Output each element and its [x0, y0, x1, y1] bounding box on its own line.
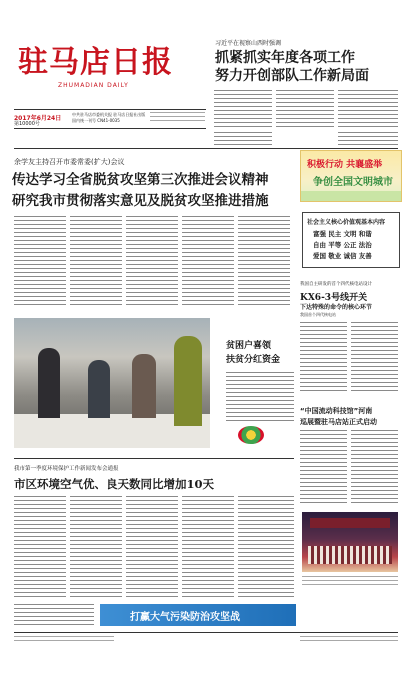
mid-divider: [14, 458, 294, 459]
air-story-body-1: [14, 496, 66, 600]
footer-rule: [14, 632, 398, 633]
air-story-body-2: [70, 496, 122, 600]
kx-story-kicker: 我国自主研发的首个四代核电站设计: [300, 282, 372, 287]
lead-story-body-3: [126, 216, 178, 306]
promo-line-2: 争创全国文明城市: [313, 177, 393, 188]
masthead-issue-number: 第10000号: [14, 121, 40, 127]
masthead-info-line-1: 中共驻马店市委机关报 驻马店日报社出版: [72, 112, 146, 117]
top-story-headline-1: 抓紧抓实年度各项工作: [215, 50, 355, 66]
stage-photo: [302, 512, 398, 572]
photo-story-body: [226, 372, 294, 424]
photo-person-1: [38, 348, 60, 418]
top-story-body-4: [214, 132, 272, 146]
poverty-photo: [14, 318, 210, 448]
photo-story-headline-1: 贫困户喜领: [226, 341, 272, 351]
photo-logo: [238, 426, 264, 444]
footer-text-left: [14, 636, 114, 641]
kx-story-sub: 我国首个四代核电站: [300, 312, 336, 317]
science-story-headline-2: 巡展暨驻马店站正式启动: [300, 418, 377, 426]
kx-story-body-2: [351, 322, 398, 392]
top-story-body-2: [276, 90, 334, 128]
stage-photo-caption: [302, 576, 398, 586]
air-story-body-4: [182, 496, 234, 600]
stage-performers: [308, 546, 392, 564]
photo-person-2: [88, 360, 110, 418]
masthead-rule: [14, 109, 206, 110]
lead-story-kicker: 余学友主持召开市委常委(扩大)会议: [14, 158, 125, 166]
photo-person-3: [132, 354, 156, 418]
footer-text-right: [300, 636, 398, 641]
lead-story-body-2: [70, 216, 122, 306]
values-box-row-3: 爱国 敬业 诚信 友善: [313, 252, 372, 260]
lead-story-body-4: [182, 216, 234, 306]
stage-banner: [310, 518, 390, 528]
kx-story-headline-2: 下达特殊的命令的核心环节: [300, 304, 373, 311]
masthead-title: 驻马店日报: [18, 45, 173, 80]
values-box-row-1: 富强 民主 文明 和谐: [313, 230, 372, 238]
air-story-body-3: [126, 496, 178, 600]
values-box-row-2: 自由 平等 公正 法治: [313, 241, 372, 249]
values-box-title: 社会主义核心价值观基本内容: [307, 219, 386, 226]
top-story-body-1: [214, 90, 272, 128]
science-story-headline-1: “中国流动科技馆”河南: [300, 407, 373, 415]
top-story-body-5: [338, 132, 398, 146]
lead-story-headline-2: 研究我市贯彻落实意见及脱贫攻坚推进措施: [12, 193, 269, 209]
lead-story-body-5: [238, 216, 290, 306]
banner-text: 打赢大气污染防治攻坚战: [130, 612, 240, 623]
photo-person-4: [174, 336, 202, 426]
top-divider: [14, 148, 398, 149]
promo-ribbon: [301, 191, 401, 201]
masthead-info-line-2: 国内统一刊号 CN41-0035: [72, 118, 120, 123]
kx-story-body-1: [300, 322, 347, 392]
promo-image: [300, 150, 402, 202]
science-story-body-1: [300, 430, 347, 506]
lead-story-body-1: [14, 216, 66, 306]
top-story-kicker: 习近平在视察山西时强调: [215, 40, 282, 47]
air-story-body-5: [238, 496, 294, 600]
lead-story-headline-1: 传达学习全省脱贫攻坚第三次推进会议精神: [12, 172, 269, 188]
masthead-date: 2017年6月24日: [14, 115, 62, 122]
top-story-body-3: [338, 90, 398, 128]
top-story-headline-2: 努力开创部队工作新局面: [215, 68, 369, 84]
masthead-rule-bottom: [14, 128, 206, 129]
banner-side-text: [14, 604, 94, 626]
photo-story-headline-2: 扶贫分红资金: [226, 355, 281, 365]
promo-line-1: 积极行动 共襄盛举: [307, 160, 383, 170]
air-story-kicker: 我市第一季度环境保护工作新闻发布会通报: [14, 466, 119, 472]
masthead-subtitle: ZHUMADIAN DAILY: [58, 82, 129, 89]
air-story-headline: 市区环境空气优、良天数同比增加10天: [14, 477, 215, 491]
values-box: [302, 212, 400, 268]
kx-story-headline-1: KX6-3号线开关: [300, 293, 368, 303]
air-campaign-banner: [100, 604, 296, 626]
science-story-body-2: [351, 430, 398, 506]
masthead-info-text: [150, 112, 205, 124]
